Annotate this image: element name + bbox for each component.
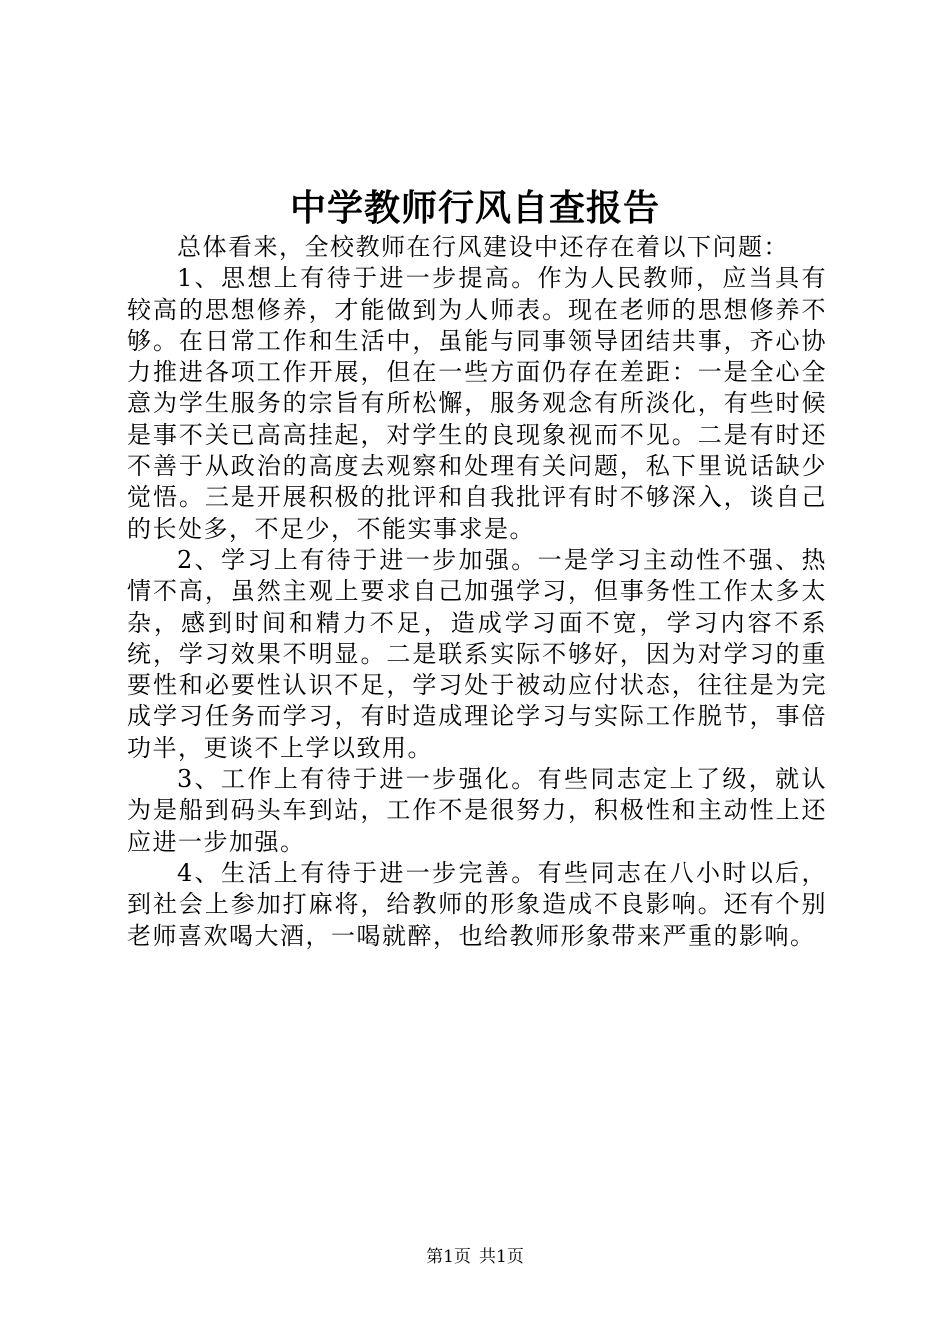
page-footer — [0, 1246, 950, 1268]
paragraph-item-2: 2、学习上有待于进一步加强。一是学习主动性不强、热情不高，虽然主观上要求自己加强学习，但事务性工作太多太杂，感到时间和精力不足，造成学习面不宽，学习内容不系统，学习效果不明显。二是联系实际不够好，因为对学习的重要性和必要性认识不足，学习处于被动应付状态，往往是为完成学习任务而学习，有时造成理论学习与实际工作脱节，事倍功半，更谈不上学以致用。 — [127, 545, 827, 762]
page-number-current: 第1页 — [426, 1247, 471, 1267]
paragraph-item-1: 1、思想上有待于进一步提高。作为人民教师，应当具有较高的思想修养，才能做到为人师表。现在老师的思想修养不够。在日常工作和生活中，虽能与同事领导团结共事，齐心协力推进各项工作开展，但在一些方面仍存在差距：一是全心全意为学生服务的宗旨有所松懈，服务观念有所淡化，有些时候是事不关已高高挂起，对学生的良现象视而不见。二是有时还不善于从政治的高度去观察和处理有关问题，私下里说话缺少觉悟。三是开展积极的批评和自我批评有时不够深入，谈自己的长处多，不足少，不能实事求是。 — [127, 264, 827, 543]
paragraph-item-4: 4、生活上有待于进一步完善。有些同志在八小时以后，到社会上参加打麻将，给教师的形象造成不良影响。还有个别老师喜欢喝大酒，一喝就醉，也给教师形象带来严重的影响。 — [127, 858, 827, 950]
document-title: 中学教师行风自查报告 — [289, 187, 660, 229]
page-number-total: 共1页 — [479, 1247, 524, 1267]
paragraph-intro: 总体看来，全校教师在行风建设中还存在着以下问题： — [177, 233, 789, 261]
paragraph-item-3: 3、工作上有待于进一步强化。有些同志定上了级，就认为是船到码头车到站，工作不是很努力，积极性和主动性上还应进一步加强。 — [127, 765, 827, 856]
document-body — [127, 232, 827, 952]
